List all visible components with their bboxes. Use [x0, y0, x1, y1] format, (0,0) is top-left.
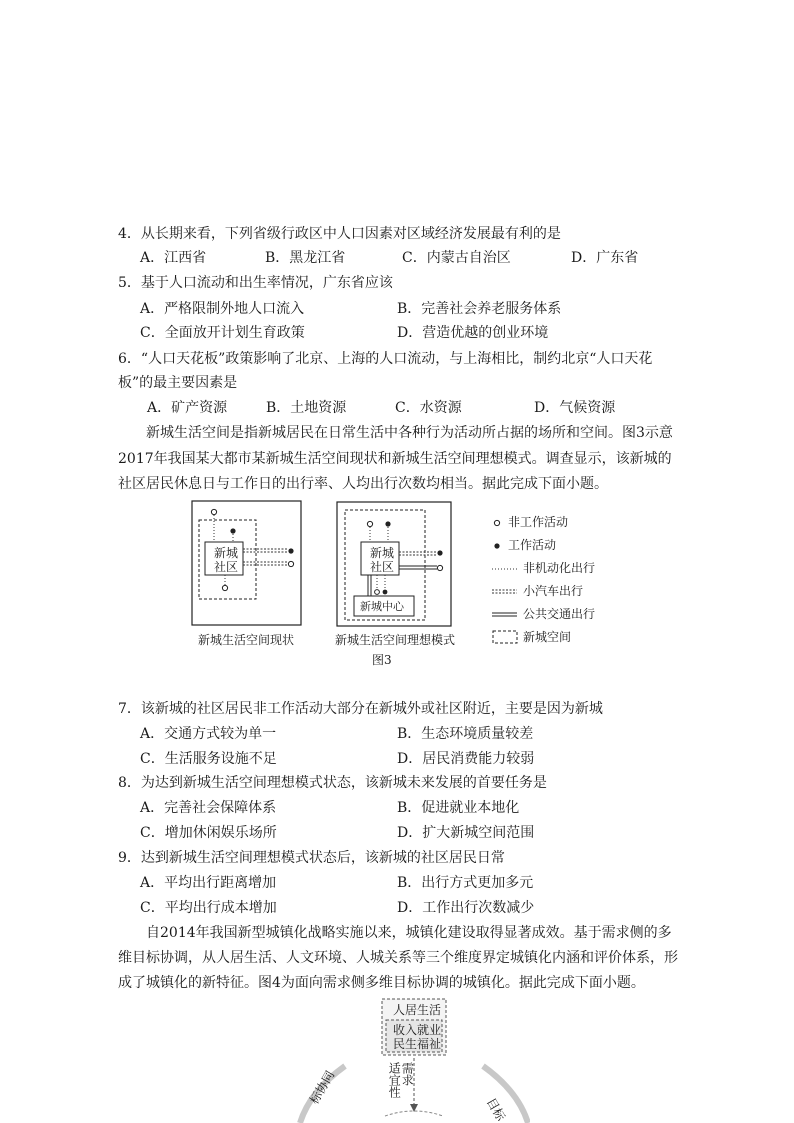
q4-option-d: D．广东省 — [571, 250, 639, 266]
q9-option-d: D．工作出行次数减少 — [397, 900, 535, 916]
q5-option-d: D．营造优越的创业环境 — [397, 325, 549, 341]
q6-option-d: D．气候资源 — [534, 400, 616, 416]
intro1-line3: 社区居民休息日与工作日的出行率、人均出行次数均相当。据此完成下面小题。 — [118, 476, 608, 492]
left-nonwork-bottom — [222, 585, 227, 590]
q5-option-a: A．严格限制外地人口流入 — [140, 301, 305, 317]
question-5-stem: 5．基于人口流动和出生率情况，广东省应该 — [118, 275, 393, 291]
right-box-label-line1: 新城 — [370, 546, 395, 560]
right-work-1 — [385, 521, 390, 526]
q9-option-b: B．出行方式更加多元 — [397, 875, 534, 891]
intro1-line1: 新城生活空间是指新城居民在日常生活中各种行为活动所占据的场所和空间。图3示意 — [146, 425, 673, 441]
caption-current: 新城生活空间现状 — [198, 633, 295, 647]
right-center-label: 新城中心 — [360, 600, 404, 613]
q6-option-c: C．水资源 — [395, 400, 462, 416]
question-6-stem-line2: 板”的最主要因素是 — [118, 375, 238, 391]
question-9-stem: 9．达到新城生活空间理想模式状态后，该新城的社区居民日常 — [118, 850, 505, 866]
fig4-vertical-right: 需求 — [400, 1062, 415, 1086]
legend-dashed-box — [493, 631, 517, 643]
legend-text-nonmotor: 非机动化出行 — [523, 561, 596, 575]
q7-option-b: B．生态环境质量较差 — [397, 726, 534, 742]
q5-option-c: C．全面放开计划生育政策 — [140, 325, 305, 341]
q8-option-d: D．扩大新城空间范围 — [397, 825, 535, 841]
left-box-label-line1: 新城 — [214, 546, 239, 560]
right-box-label-line2: 社区 — [370, 560, 395, 574]
q4-option-b: B．黑龙江省 — [265, 250, 346, 266]
q9-option-c: C．平均出行成本增加 — [140, 900, 277, 916]
q5-option-b: B．完善社会养老服务体系 — [397, 301, 562, 317]
q4-option-a: A．江西省 — [140, 250, 207, 266]
fig4-arc-left-text: 标协同 — [307, 1068, 338, 1107]
q9-option-a: A．平均出行距离增加 — [140, 875, 277, 891]
legend-text-car: 小汽车出行 — [523, 584, 584, 598]
q6-option-b: B．土地资源 — [266, 400, 347, 416]
legend-text-work: 工作活动 — [508, 538, 557, 552]
q8-option-b: B．促进就业本地化 — [397, 800, 520, 816]
left-work-outer — [288, 548, 293, 553]
figure-3-title: 图3 — [372, 653, 392, 667]
intro2-line1: 自2014年我国新型城镇化战略实施以来，城镇化建设取得显著成效。基于需求侧的多 — [146, 925, 672, 941]
q4-option-c: C．内蒙古自治区 — [402, 250, 511, 266]
figure-4 — [290, 996, 530, 1123]
intro2-line2: 维目标协调，从人居生活、人文环境、人城关系等三个维度界定城镇化内涵和评价体系，形 — [118, 950, 678, 966]
q7-option-a: A．交通方式较为单一 — [140, 726, 277, 742]
question-6-stem-line1: 6．“人口天花板”政策影响了北京、上海的人口流动，与上海相比，制约北京“人口天花 — [118, 351, 653, 367]
fig4-vertical-left: 适宜性 — [387, 1062, 402, 1098]
right-nonwork-1 — [367, 521, 372, 526]
q7-option-d: D．居民消费能力较弱 — [397, 751, 535, 767]
right-work-2 — [383, 590, 388, 595]
caption-ideal: 新城生活空间理想模式 — [335, 633, 456, 647]
legend-open-circle — [494, 520, 499, 525]
right-nonwork-2 — [375, 590, 380, 595]
left-nonwork-top — [211, 509, 216, 514]
legend-text-space: 新城空间 — [523, 630, 572, 644]
fig4-inner-line2: 民生福祉 — [393, 1037, 442, 1051]
left-nonwork-outer — [288, 561, 293, 566]
fig4-arc-right-text: 目标 — [483, 1095, 508, 1123]
q6-option-a: A．矿产资源 — [147, 400, 228, 416]
fig4-inner-line1: 收入就业 — [393, 1023, 442, 1037]
legend-text-transit: 公共交通出行 — [523, 607, 596, 621]
figure-3 — [185, 498, 615, 673]
left-work-inner — [230, 528, 235, 533]
intro1-line2: 2017年我国某大都市某新城生活空间现状和新城生活空间理想模式。调查显示，该新城的 — [118, 451, 672, 467]
question-4-stem: 4．从长期来看，下列省级行政区中人口因素对区域经济发展最有利的是 — [118, 226, 561, 242]
question-8-stem: 8．为达到新城生活空间理想模式状态，该新城未来发展的首要任务是 — [118, 775, 547, 791]
legend-text-nonwork: 非工作活动 — [508, 515, 569, 529]
legend-filled-circle — [494, 543, 499, 548]
right-work-outer — [437, 550, 442, 555]
question-7-stem: 7．该新城的社区居民非工作活动大部分在新城外或社区附近，主要是因为新城 — [118, 701, 603, 717]
q8-option-a: A．完善社会保障体系 — [140, 800, 277, 816]
intro2-line3: 成了城镇化的新特征。图4为面向需求侧多维目标协调的城镇化。据此完成下面小题。 — [118, 975, 645, 991]
left-box-label-line2: 社区 — [214, 560, 239, 574]
fig4-top-label: 人居生活 — [393, 1003, 442, 1017]
q7-option-c: C．生活服务设施不足 — [140, 751, 277, 767]
q8-option-c: C．增加休闲娱乐场所 — [140, 825, 277, 841]
right-nonwork-outer — [437, 565, 442, 570]
